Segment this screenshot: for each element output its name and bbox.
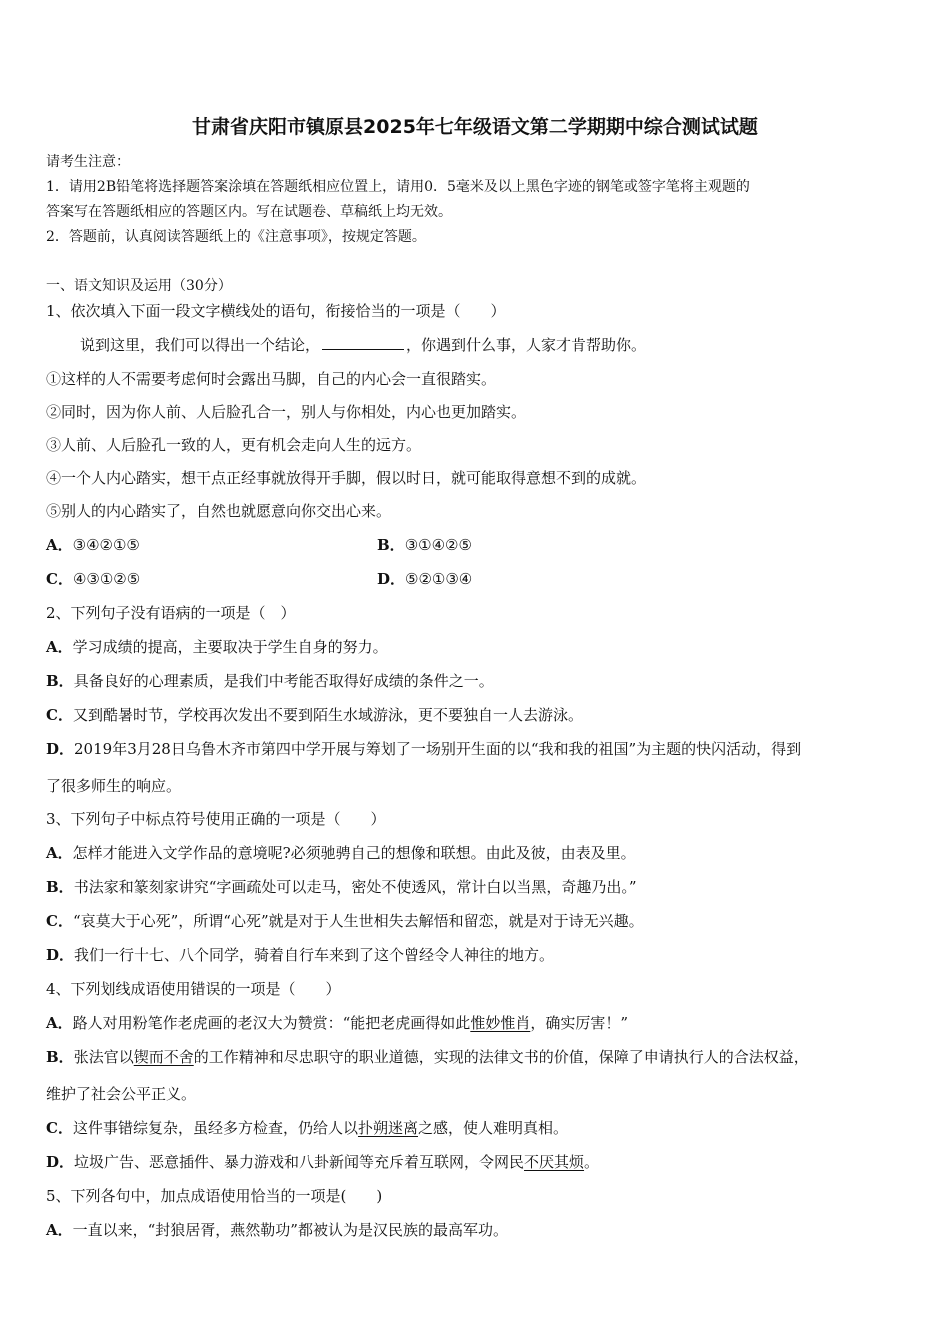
option-text: 又到酷暑时节，学校再次发出不要到陌生水域游泳，更不要独自一人去游泳。 [72, 706, 583, 724]
option-label: D． [46, 1153, 75, 1171]
option-label: D． [377, 570, 406, 588]
notice-item-2: 2．答题前，认真阅读答题纸上的《注意事项》，按规定答题。 [46, 229, 426, 245]
option-text: ④③①②⑤ [72, 570, 141, 588]
option-text: 一直以来，“封狼居胥，燕然勒功”都被认为是汉民族的最高军功。 [72, 1221, 508, 1239]
notice-heading: 请考生注意： [46, 154, 130, 170]
option-label: B． [377, 536, 405, 554]
option-label: A． [46, 844, 73, 862]
q2-option-d-continued: 了很多师生的响应。 [46, 777, 182, 795]
option-text: 路人对用粉笔作老虎画的老汉大为赞赏：“能把老虎画得如此 [72, 1014, 471, 1032]
option-label: B． [46, 1048, 74, 1066]
option-label: A． [46, 1221, 73, 1239]
q4-option-c [46, 1118, 568, 1138]
q1-sentence-3: ③人前、人后脸孔一致的人，更有机会走向人生的远方。 [46, 436, 422, 454]
section-heading: 一、语文知识及运用（30分） [46, 278, 232, 294]
q1-sentence-2: ②同时，因为你人前、人后脸孔合一，别人与你相处，内心也更加踏实。 [46, 403, 527, 421]
option-label: A． [46, 536, 73, 554]
underlined-idiom: 锲而不舍 [133, 1048, 194, 1066]
option-label: D． [46, 946, 75, 964]
option-label: C． [46, 706, 73, 724]
option-text: 这件事错综复杂，虽经多方检查，仍给人以 [72, 1119, 358, 1137]
option-label: A． [46, 638, 73, 656]
q1-sentence-4: ④一个人内心踏实，想干点正经事就放得开手脚，假以时日，就可能取得意想不到的成就。 [46, 469, 647, 487]
option-text: ③④②①⑤ [72, 536, 140, 554]
passage-before-blank: 说到这里，我们可以得出一个结论， [80, 336, 321, 354]
option-text: 具备良好的心理素质，是我们中考能否取得好成绩的条件之一。 [73, 672, 494, 690]
q1-sentence-5: ⑤别人的内心踏实了，自然也就愿意向你交出心来。 [46, 502, 392, 520]
option-label: C． [46, 570, 73, 588]
q2-option-a [46, 637, 388, 657]
option-text: ③①④②⑤ [404, 536, 472, 554]
q3-option-c [46, 911, 644, 931]
question-3-stem: 3、下列句子中标点符号使用正确的一项是（ ） [46, 810, 386, 828]
option-text: ，确实厉害！” [530, 1014, 628, 1032]
passage-after-blank: ，你遇到什么事，人家才肯帮助你。 [406, 336, 647, 354]
option-text: 2019年3月28日乌鲁木齐市第四中学开展与筹划了一场别开生面的以“我和我的祖国”为主题的快闪活动，得到 [74, 740, 802, 758]
option-label: C． [46, 1119, 73, 1137]
q1-option-c [46, 569, 140, 589]
q1-sentence-1: ①这样的人不需要考虑何时会露出马脚，自己的内心会一直很踏实。 [46, 370, 497, 388]
q2-option-b [46, 671, 494, 691]
q4-option-b [46, 1047, 809, 1067]
underlined-idiom: 惟妙惟肖 [470, 1014, 531, 1032]
q1-option-b [377, 535, 472, 555]
option-label: C． [46, 912, 73, 930]
fill-blank [322, 335, 404, 350]
question-5-stem: 5、下列各句中，加点成语使用恰当的一项是( ) [46, 1187, 383, 1205]
question-1-passage [80, 335, 646, 355]
q3-option-d [46, 945, 554, 965]
option-text: “哀莫大于心死”，所谓“心死”就是对于人生世相失去解悟和留恋，就是对于诗无兴趣。 [72, 912, 644, 930]
q4-option-a [46, 1013, 628, 1033]
q4-option-d [46, 1152, 599, 1172]
question-1-stem: 1、依次填入下面一段文字横线处的语句，衔接恰当的一项是（ ） [46, 302, 506, 320]
option-text: 的工作精神和尽忠职守的职业道德，实现的法律文书的价值，保障了申请执行人的合法权益， [193, 1048, 809, 1066]
underlined-idiom: 不厌其烦 [524, 1153, 585, 1171]
option-label: B． [46, 672, 74, 690]
option-text: 怎样才能进入文学作品的意境呢?必须驰骋自己的想像和联想。由此及彼，由表及里。 [72, 844, 636, 862]
option-text: 垃圾广告、恶意插件、暴力游戏和八卦新闻等充斥着互联网，令网民 [74, 1153, 525, 1171]
q3-option-a [46, 843, 636, 863]
q2-option-c [46, 705, 583, 725]
option-text: 张法官以 [73, 1048, 134, 1066]
question-4-stem: 4、下列划线成语使用错误的一项是（ ） [46, 980, 341, 998]
q2-option-d [46, 739, 801, 759]
option-text: 之感，使人难明真相。 [417, 1119, 568, 1137]
q1-option-a [46, 535, 140, 555]
option-text: 我们一行十七、八个同学，骑着自行车来到了这个曾经令人神往的地方。 [74, 946, 555, 964]
option-text: 。 [584, 1153, 600, 1171]
option-label: D． [46, 740, 75, 758]
q3-option-b [46, 877, 637, 897]
notice-item-1-line-2: 答案写在答题纸相应的答题区内。写在试题卷、草稿纸上均无效。 [46, 204, 452, 220]
notice-item-1-line-1: 1．请用2B铅笔将选择题答案涂填在答题纸相应位置上，请用0．5毫米及以上黑色字迹的钢笔或签字笔将主观题的 [46, 179, 750, 195]
option-text: 书法家和篆刻家讲究“字画疏处可以走马，密处不使透风，常计白以当黑，奇趣乃出。” [73, 878, 637, 896]
q4-option-b-continued: 维护了社会公平正义。 [46, 1085, 197, 1103]
page-title: 甘肃省庆阳市镇原县2025年七年级语文第二学期期中综合测试试题 [192, 116, 758, 138]
option-label: A． [46, 1014, 73, 1032]
q5-option-a [46, 1220, 508, 1240]
question-2-stem: 2、下列句子没有语病的一项是（ ） [46, 604, 296, 622]
option-label: B． [46, 878, 74, 896]
q1-option-d [377, 569, 472, 589]
option-text: ⑤②①③④ [405, 570, 473, 588]
underlined-idiom: 扑朔迷离 [357, 1119, 418, 1137]
option-text: 学习成绩的提高，主要取决于学生自身的努力。 [72, 638, 388, 656]
